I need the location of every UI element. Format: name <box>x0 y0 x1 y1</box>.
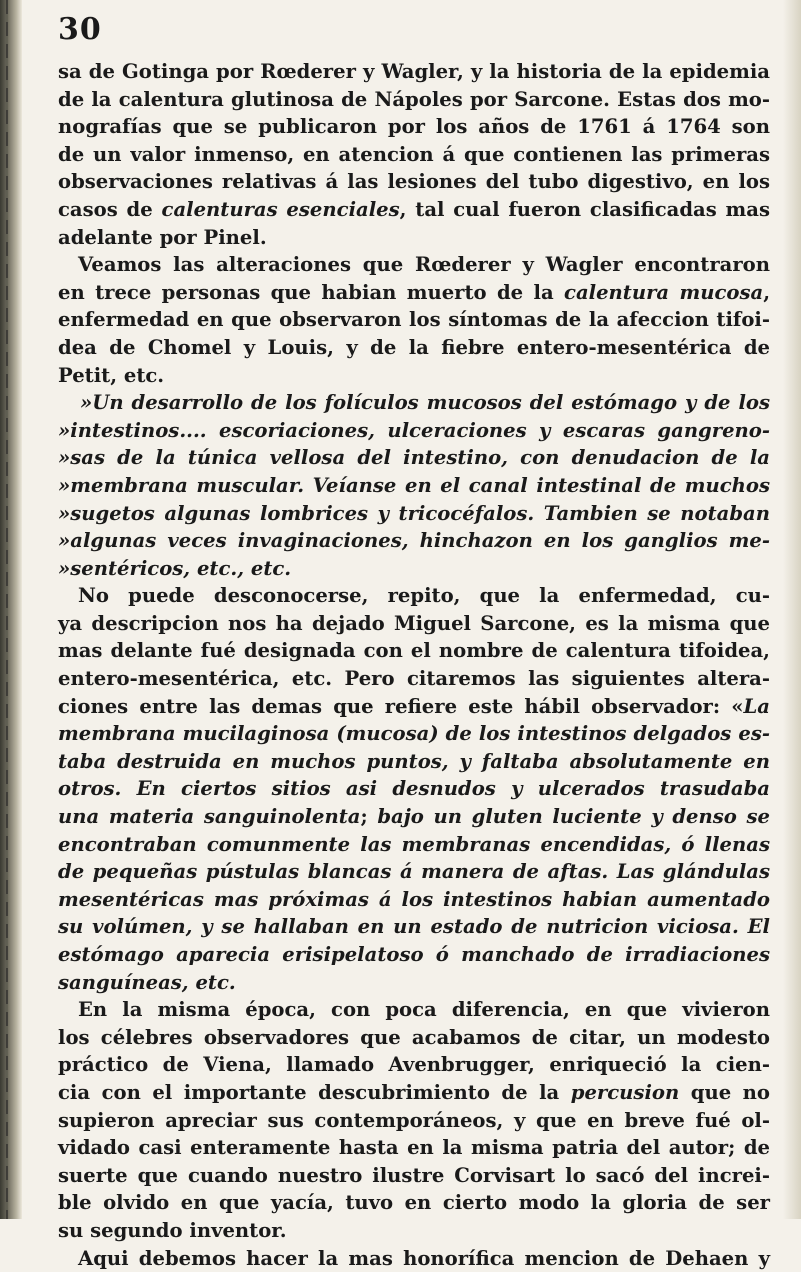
italic-segment: estómago aparecia erisipelatoso ó manchado de irradiaciones <box>58 943 770 966</box>
text-line <box>58 610 770 638</box>
text-line <box>58 224 770 252</box>
italic-segment: »sas de la túnica vellosa del intestino, con denudacion de la <box>58 446 770 470</box>
text-line <box>58 913 770 941</box>
text-line <box>58 996 770 1024</box>
text-line <box>58 86 770 114</box>
text-line <box>58 969 770 997</box>
italic-segment: calenturas esenciales <box>161 197 400 221</box>
text-segment: entero-mesentérica, etc. Pero citaremos las siguientes altera- <box>58 667 770 691</box>
text-segment: en trece personas que habian muerto de la <box>58 280 565 304</box>
text-line <box>58 555 770 583</box>
text-segment: supieron apreciar sus contemporáneos, y que en breve fué ol- <box>58 1108 770 1132</box>
text-line <box>58 1107 770 1135</box>
text-segment: nografías que se publicaron por los años de 1761 á 1764 son <box>58 115 770 139</box>
italic-segment: su volúmen, y se hallaban en un estado de nutricion viciosa. El <box>58 915 770 939</box>
text-line <box>58 941 770 969</box>
italic-segment: »membrana muscular. Veíanse en el canal intestinal de muchos <box>58 473 770 497</box>
text-segment: de la calentura glutinosa de Nápoles por Sarcone. Estas dos mo- <box>58 87 770 111</box>
text-line <box>58 693 770 721</box>
text-line <box>58 1245 770 1272</box>
italic-segment: membrana mucilaginosa (mucosa) de los intestinos delgados es- <box>58 722 770 746</box>
italic-segment: de pequeñas pústulas blancas á manera de aftas. Las glándulas <box>58 860 770 884</box>
text-line <box>58 720 770 748</box>
text-line <box>58 500 770 528</box>
text-segment: de un valor inmenso, en atencion á que contienen las primeras <box>58 142 770 166</box>
text-line <box>58 582 770 610</box>
text-line <box>58 279 770 307</box>
text-line <box>58 306 770 334</box>
italic-segment: sanguíneas, etc. <box>58 970 236 994</box>
text-segment: Petit, etc. <box>58 363 165 387</box>
page-edge <box>783 0 801 1219</box>
text-segment: los célebres observadores que acabamos de citar, un modesto <box>58 1025 770 1049</box>
page-number: 30 <box>58 12 102 47</box>
text-line <box>58 637 770 665</box>
italic-segment: »sentéricos, etc., etc. <box>58 556 292 580</box>
italic-segment: »intestinos.... escoriaciones, ulceraciones y escaras gangreno- <box>58 418 770 442</box>
text-line <box>58 665 770 693</box>
italic-segment: taba destruida en muchos puntos, y faltaba absolutamente en <box>58 749 770 773</box>
italic-segment: »sugetos algunas lombrices y tricocéfalos. Tambien se notaban <box>58 501 770 525</box>
text-segment: su segundo inventor. <box>58 1218 287 1242</box>
italic-segment: »Un desarrollo de los folículos mucosos del estómago y de los <box>80 391 770 415</box>
italic-segment: calentura mucosa <box>564 280 764 304</box>
text-line <box>58 196 770 224</box>
text-line <box>58 748 770 776</box>
text-segment: ciones entre las demas que refiere este hábil observador: « <box>58 694 744 718</box>
text-line <box>58 362 770 390</box>
text-line <box>58 334 770 362</box>
text-segment: Aqui debemos hacer la mas honorífica mencion de Dehaen y <box>78 1246 770 1270</box>
text-line <box>58 1024 770 1052</box>
text-segment: casos de <box>58 197 162 221</box>
book-gutter-shadow <box>0 0 22 1219</box>
text-line <box>58 1162 770 1190</box>
text-line <box>58 1134 770 1162</box>
text-segment: suerte que cuando nuestro ilustre Corvisart lo sacó del increi- <box>58 1163 770 1187</box>
text-line <box>58 168 770 196</box>
text-line <box>58 803 770 831</box>
text-segment: ; <box>360 805 378 829</box>
text-line <box>58 113 770 141</box>
text-line <box>58 775 770 803</box>
italic-segment: mesentéricas mas próximas á los intestinos habian aumentado <box>58 887 770 911</box>
text-line <box>58 1079 770 1107</box>
text-segment: , <box>763 280 771 304</box>
italic-segment: »algunas veces invaginaciones, hinchazon en los ganglios me- <box>58 529 770 553</box>
italic-segment: percusion <box>570 1080 680 1104</box>
text-segment: que no <box>679 1080 770 1104</box>
text-segment: enfermedad en que observaron los síntomas de la afeccion tifoi- <box>58 308 770 332</box>
text-line <box>58 141 770 169</box>
text-segment: práctico de Viena, llamado Avenbrugger, enriqueció la cien- <box>58 1053 770 1077</box>
text-line <box>58 1051 770 1079</box>
italic-segment: bajo un gluten luciente y denso se <box>377 805 770 829</box>
text-line <box>58 1189 770 1217</box>
italic-segment: otros. En ciertos sitios asi desnudos y ulcerados trasudaba <box>58 777 770 801</box>
text-line <box>58 886 770 914</box>
text-segment: mas delante fué designada con el nombre de calentura tifoidea, <box>58 639 770 663</box>
text-segment: ya descripcion nos ha dejado Miguel Sarcone, es la misma que <box>58 611 770 635</box>
text-line <box>58 858 770 886</box>
text-line <box>58 251 770 279</box>
text-line <box>58 1217 770 1245</box>
text-segment: adelante por Pinel. <box>58 225 267 249</box>
text-line <box>58 472 770 500</box>
text-segment: , tal cual fueron clasificadas mas <box>399 197 771 221</box>
body-text <box>58 58 770 1272</box>
italic-segment: encontraban comunmente las membranas encendidas, ó llenas <box>58 832 770 856</box>
italic-segment: La <box>743 694 770 718</box>
text-segment: dea de Chomel y Louis, y de la fiebre entero-mesentérica de <box>58 335 770 359</box>
text-line <box>58 444 770 472</box>
text-line <box>58 389 770 417</box>
text-line <box>58 831 770 859</box>
text-segment: No puede desconocerse, repito, que la enfermedad, cu- <box>78 584 770 608</box>
text-segment: sa de Gotinga por Rœderer y Wagler, y la historia de la epidemia <box>58 60 770 83</box>
text-line <box>58 527 770 555</box>
italic-segment: una materia sanguinolenta <box>58 805 361 829</box>
text-line <box>58 58 770 86</box>
text-segment: vidado casi enteramente hasta en la misma patria del autor; de <box>58 1136 770 1160</box>
text-segment: ble olvido en que yacía, tuvo en cierto modo la gloria de ser <box>58 1191 770 1215</box>
text-segment: observaciones relativas á las lesiones del tubo digestivo, en los <box>58 170 770 194</box>
text-segment: cia con el importante descubrimiento de la <box>58 1080 571 1104</box>
text-segment: En la misma época, con poca diferencia, en que vivieron <box>78 998 770 1022</box>
text-segment: Veamos las alteraciones que Rœderer y Wagler encontraron <box>78 253 770 277</box>
text-line <box>58 417 770 445</box>
